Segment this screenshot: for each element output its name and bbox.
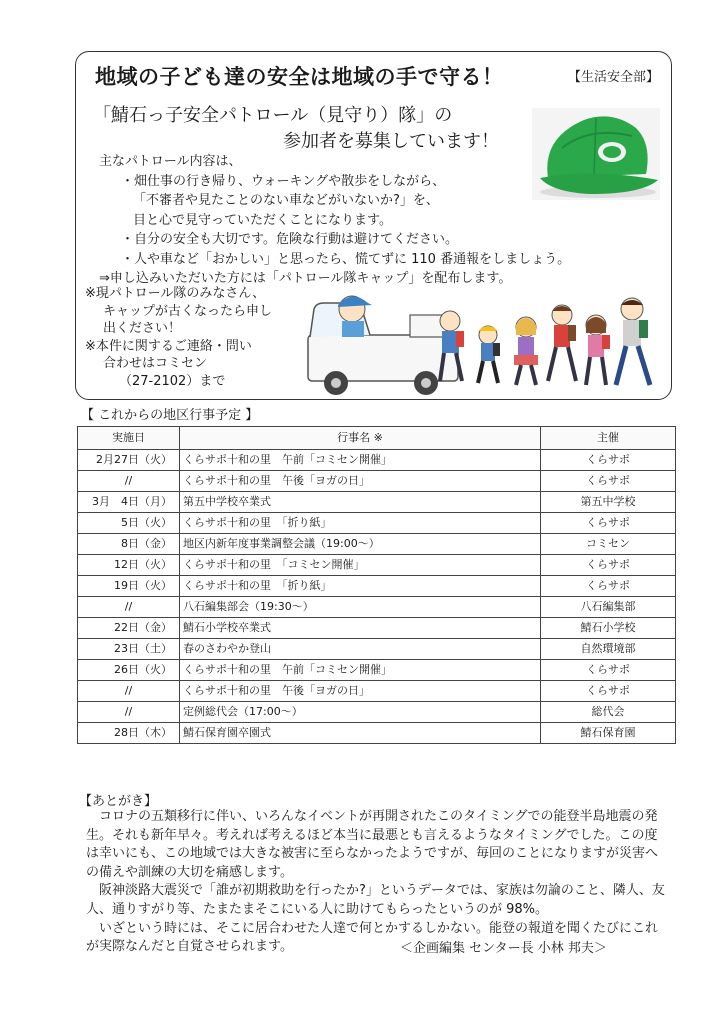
event-date: // (78, 471, 180, 492)
event-organizer: 鯖石保育園 (541, 723, 676, 744)
event-date: 22日（金） (78, 618, 180, 639)
notice-headline: 地域の子ども達の安全は地域の手で守る！ (95, 65, 504, 89)
event-organizer: 総代会 (541, 702, 676, 723)
event-date: 2月27日（火） (78, 450, 180, 471)
event-name: くらサポ十和の里 「折り紙」 (180, 576, 541, 597)
event-name: 鯖石保育園卒園式 (180, 723, 541, 744)
table-row (78, 576, 676, 597)
event-organizer: 鯖石小学校 (541, 618, 676, 639)
note-line-5: 合わせはコミセン (103, 356, 208, 371)
event-name: 定例総代会（17:00～） (180, 702, 541, 723)
event-name: くらサポ十和の里 午後「ヨガの日」 (180, 471, 541, 492)
table-row (78, 450, 676, 471)
notice-subtitle (93, 103, 499, 155)
event-organizer: くらサポ (541, 555, 676, 576)
subtitle-line-2: 参加者を募集しています！ (283, 131, 499, 152)
table-header-row (78, 427, 676, 450)
event-date: 8日（金） (78, 534, 180, 555)
event-organizer: くらサポ (541, 513, 676, 534)
table-row (78, 702, 676, 723)
event-organizer: くらサポ (541, 681, 676, 702)
table-row (78, 660, 676, 681)
event-organizer: くらサポ (541, 576, 676, 597)
afterword-paragraph-1: コロナの五類移行に伴い、いろんなイベントが再開されたこのタイミングでの能登半島地震の発生。それも新年早々。考えれば考えるほど本当に最悪とも言えるようなタイミングでした。この度は幸いにも、この地域では大きな被害に至らなかったようですが、毎回のことになりますが災害への備えや訓練の大切を痛感します。 (86, 809, 659, 880)
schedule-title: 【 これからの地区行事予定 】 (81, 408, 259, 423)
note-line-3: 出ください！ (103, 321, 182, 336)
table-row (78, 513, 676, 534)
event-name: 地区内新年度事業調整会議（19:00～） (180, 534, 541, 555)
table-row (78, 471, 676, 492)
bullet-walking-cont-1: 「不審者や見たことのない車などがいないか?」を、 (133, 193, 439, 208)
column-header-date: 実施日 (78, 427, 180, 450)
contact-note (85, 285, 272, 390)
event-date: 23日（土） (78, 639, 180, 660)
event-date: // (78, 702, 180, 723)
column-header-event: 行事名 ※ (180, 427, 541, 450)
event-date: 3月 4日（月） (78, 492, 180, 513)
event-organizer: くらサポ (541, 471, 676, 492)
event-organizer: 自然環境部 (541, 639, 676, 660)
event-date: 28日（木） (78, 723, 180, 744)
cap-distribution-line: ⇒申し込みいただいた方には「パトロール隊キャップ」を配布します。 (99, 271, 512, 286)
event-date: // (78, 597, 180, 618)
event-date: 5日（火） (78, 513, 180, 534)
bullet-walking-cont-2: 目と心で見守っていただくことになります。 (133, 212, 392, 228)
bullet-walking: ・畑仕事の行き帰り、ウォーキングや散歩をしながら、 (121, 173, 446, 189)
bullet-safety: ・自分の安全も大切です。危険な行動は避けてください。 (121, 232, 458, 247)
event-name: 春のさわやか登山 (180, 639, 541, 660)
afterword-paragraph-2: 阪神淡路大震災で「誰が初期救助を行ったか?」というデータでは、家族は勿論のこと、隣人、友人、通りすがり等、たまたまそこにいる人に助けてもらったというのが 98%。 (86, 883, 665, 917)
note-line-6: （27-2102）まで (119, 373, 226, 389)
afterword-body (86, 808, 666, 957)
afterword-paragraph-3: いざという時には、そこに居合わせた人達で何とかするしかない。能登の報道を聞くたびにこれが実際なんだと自覚させられます。 (86, 920, 659, 955)
event-organizer: くらサポ (541, 450, 676, 471)
event-name: 鯖石小学校卒業式 (180, 618, 541, 639)
department-label: 【生活安全部】 (568, 70, 660, 85)
bullet-report: ・人や車など「おかしい」と思ったら、慌てずに 110 番通報をしましょう。 (121, 251, 571, 267)
table-row (78, 555, 676, 576)
table-row (78, 681, 676, 702)
event-date: 12日（火） (78, 555, 180, 576)
subtitle-line-1: 「鯖石っ子安全パトロール（見守り）隊」の (93, 105, 453, 126)
event-name: くらサポ十和の里 午前「コミセン開催」 (180, 450, 541, 471)
event-organizer: 第五中学校 (541, 492, 676, 513)
event-name: 八石編集部会（19:30～） (180, 597, 541, 618)
patrol-truck-children-icon (300, 285, 662, 401)
content-intro: 主なパトロール内容は、 (99, 154, 242, 169)
event-date: 26日（火） (78, 660, 180, 681)
patrol-details (99, 152, 570, 289)
note-line-2: キャップが古くなったら申し (103, 303, 273, 319)
event-date: // (78, 681, 180, 702)
event-date: 19日（火） (78, 576, 180, 597)
table-row (78, 597, 676, 618)
table-row (78, 723, 676, 744)
afterword-signature: ＜企画編集 センター長 小林 邦夫＞ (400, 941, 607, 956)
table-row (78, 534, 676, 555)
note-line-1: ※現パトロール隊のみなさん、 (85, 286, 266, 301)
event-schedule-table (77, 426, 676, 744)
event-name: くらサポ十和の里 午後「ヨガの日」 (180, 681, 541, 702)
event-organizer: コミセン (541, 534, 676, 555)
column-header-organizer: 主催 (541, 427, 676, 450)
event-name: くらサポ十和の里 午前「コミセン開催」 (180, 660, 541, 681)
afterword-heading: 【あとがき】 (79, 794, 158, 809)
event-name: くらサポ十和の里 「コミセン開催」 (180, 555, 541, 576)
table-row (78, 639, 676, 660)
event-organizer: くらサポ (541, 660, 676, 681)
note-line-4: ※本件に関するご連絡・問い (85, 338, 252, 354)
table-row (78, 492, 676, 513)
event-organizer: 八石編集部 (541, 597, 676, 618)
table-row (78, 618, 676, 639)
event-name: くらサポ十和の里 「折り紙」 (180, 513, 541, 534)
event-name: 第五中学校卒業式 (180, 492, 541, 513)
